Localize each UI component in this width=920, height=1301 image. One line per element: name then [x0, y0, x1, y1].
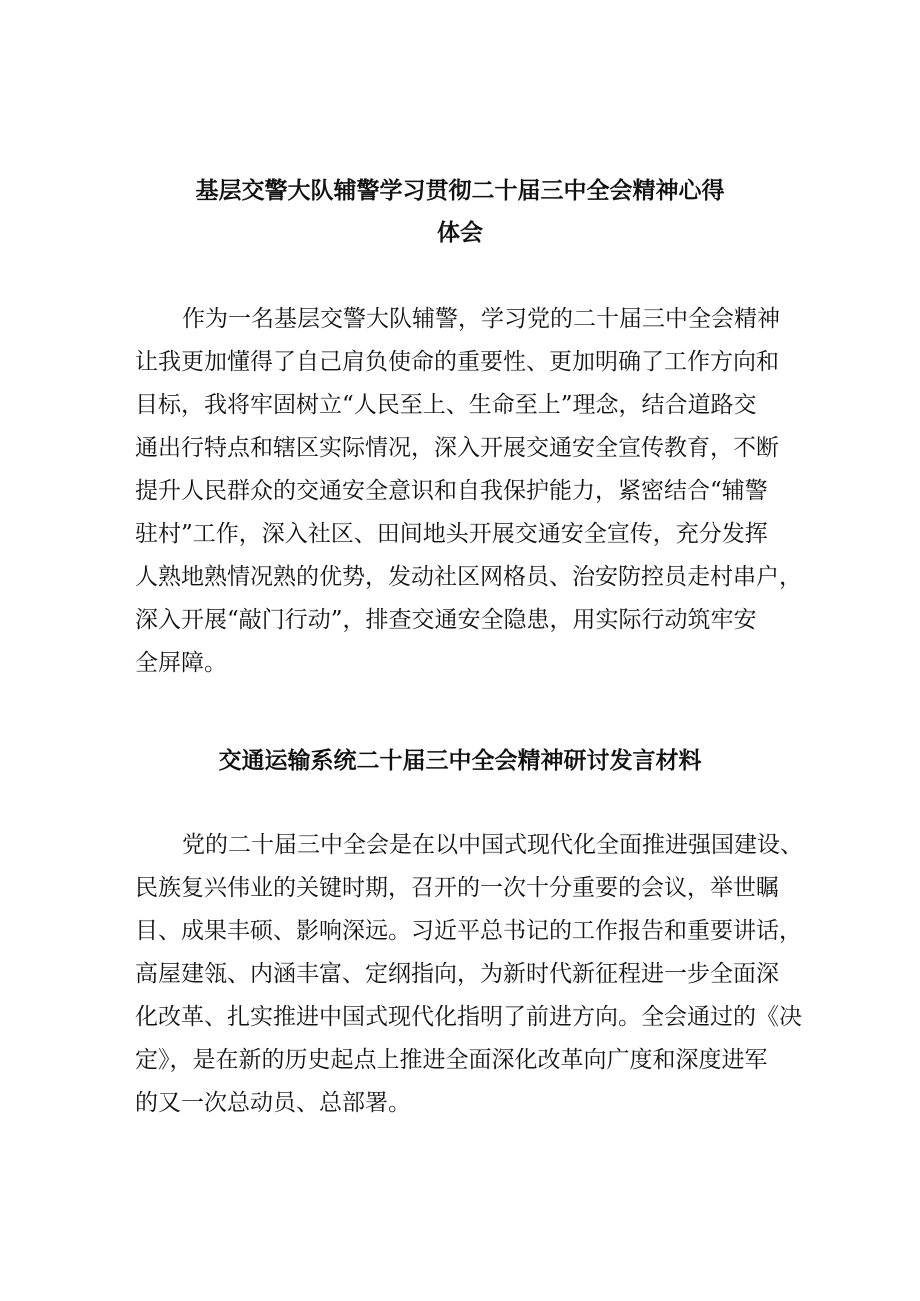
paragraph-line: 党的二十届三中全会是在以中国式现代化全面推进强国建设、 [182, 832, 803, 858]
paragraph-line: 通出行特点和辖区实际情况，深入开展交通安全宣传教育，不断 [135, 435, 779, 461]
paragraph-line: 作为一名基层交警大队辅警，学习党的二十届三中全会精神 [182, 306, 780, 332]
paragraph-line: 民族复兴伟业的关键时期，召开的一次十分重要的会议，举世瞩 [135, 875, 779, 901]
paragraph-line: 化改革、扎实推进中国式现代化指明了前进方向。全会通过的《决 [135, 1004, 802, 1030]
paragraph-line: 让我更加懂得了自己肩负使命的重要性、更加明确了工作方向和 [135, 349, 779, 375]
paragraph-line: 定》，是在新的历史起点上推进全面深化改革向广度和深度进军 [135, 1047, 768, 1073]
paragraph-line: 高屋建瓴、内涵丰富、定纲指向，为新时代新征程进一步全面深 [135, 961, 779, 987]
section2-title: 交通运输系统二十届三中全会精神研讨发言材料 [218, 748, 702, 774]
section1-title-line1: 基层交警大队辅警学习贯彻二十届三中全会精神心得 [195, 178, 725, 204]
paragraph-line: 目标，我将牢固树立“人民至上、生命至上”理念，结合道路交 [135, 392, 757, 418]
paragraph-line: 全屏障。 [135, 650, 227, 676]
paragraph-line: 提升人民群众的交通安全意识和自我保护能力，紧密结合“辅警 [135, 478, 768, 504]
paragraph-line: 人熟地熟情况熟的优势，发动社区网格员、治安防控员走村串户， [135, 564, 802, 590]
paragraph-line: 深入开展“敲门行动”，排查交通安全隐患，用实际行动筑牢安 [135, 607, 757, 633]
paragraph-line: 的又一次总动员、总部署。 [135, 1090, 411, 1116]
paragraph-line: 目、成果丰硕、影响深远。习近平总书记的工作报告和重要讲话， [135, 918, 802, 944]
section1-title-line2: 体会 [437, 220, 483, 246]
paragraph-line: 驻村”工作，深入社区、田间地头开展交通安全宣传，充分发挥 [135, 521, 768, 547]
